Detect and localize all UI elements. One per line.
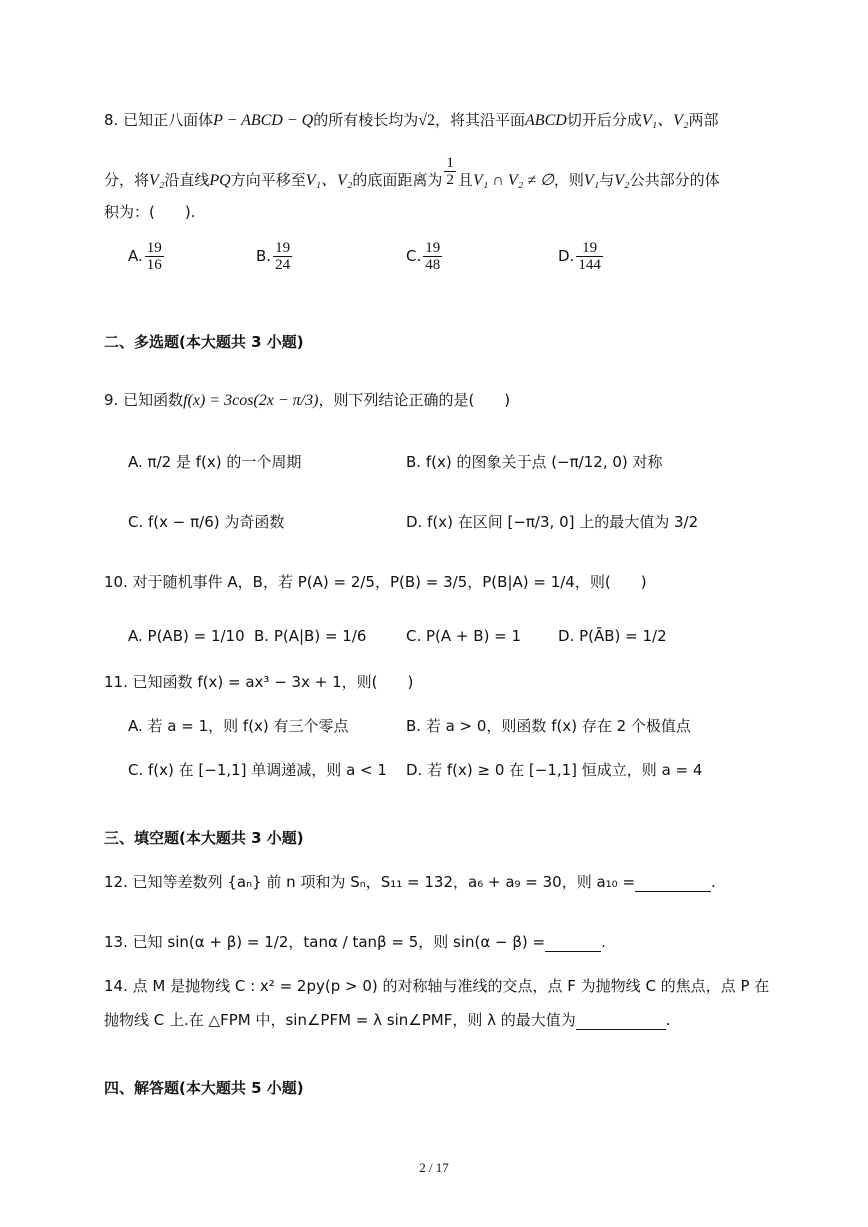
q11-stem: 11. 已知函数 f(x) = ax³ − 3x + 1，则( ) (104, 673, 414, 691)
q11-option-b[interactable]: B. 若 a > 0，则函数 f(x) 存在 2 个极值点 (406, 717, 691, 735)
q8-option-a-fraction: $\frac{19}{16}$ (146, 240, 162, 273)
q8-text: 的底面距离为 (352, 171, 443, 189)
q14-line-2: 抛物线 C 上.在 △FPM 中，sin∠PFM = λ sin∠PMF，则 λ 的最大值为 . (104, 1011, 671, 1029)
q9-option-c[interactable]: C. f(x − π/6) 为奇函数 (128, 513, 285, 531)
q9-function: f(x) = 3cos(2x − π/3) (183, 392, 319, 409)
q11-option-a[interactable]: A. 若 a = 1，则 f(x) 有三个零点 (128, 717, 349, 735)
q8-text: 的所有棱长均为 (313, 111, 419, 129)
section-heading-fill-blank: 三、填空题(本大题共 3 小题) (104, 829, 304, 847)
q8-edge-length: √2 (418, 112, 436, 129)
q8-text: 且 (457, 171, 473, 189)
q8-text: ，则 (553, 171, 584, 189)
q8-text: 两部 (688, 111, 719, 129)
q8-v2: V₂ (614, 172, 630, 189)
q12-text: 12. 已知等差数列 {aₙ} 前 n 项和为 Sₙ，S₁₁ = 132，a₆ + a₉ = 30，则 a₁₀ = (104, 873, 636, 891)
q8-line-1 (104, 110, 719, 131)
q10-option-a[interactable]: A. P(AB) = 1/10 (128, 627, 245, 645)
q8-text: 方向平移至 (230, 171, 306, 189)
section-heading-solutions: 四、解答题(本大题共 5 小题) (104, 1079, 304, 1097)
q8-v2: V₂ (149, 172, 165, 189)
q11-option-d[interactable]: D. 若 f(x) ≥ 0 在 [−1,1] 恒成立，则 a = 4 (406, 761, 703, 779)
q14-line-1: 14. 点 M 是抛物线 C : x² = 2py(p > 0) 的对称轴与准线的交点，点 F 为抛物线 C 的焦点，点 P 在 (104, 977, 770, 995)
q8-v1: V₁ (583, 172, 600, 189)
q11-option-c[interactable]: C. f(x) 在 [−1,1] 单调递减，则 a < 1 (128, 761, 387, 779)
section-heading-multi-choice: 二、多选题(本大题共 3 小题) (104, 333, 304, 351)
q10-option-c[interactable]: C. P(A + B) = 1 (406, 627, 522, 645)
q8-line-2 (104, 155, 720, 191)
q8-text: 切开后分成 (566, 111, 642, 129)
q8-line-pq: PQ (209, 172, 231, 189)
q12-line: 12. 已知等差数列 {aₙ} 前 n 项和为 Sₙ，S₁₁ = 132，a₆ + a₉ = 30，则 a₁₀ = . (104, 873, 716, 891)
q9-option-b[interactable]: B. f(x) 的图象关于点 (−π/12, 0) 对称 (406, 453, 663, 471)
q8-text: 8. 已知正八面体 (104, 111, 214, 129)
q9-option-a[interactable]: A. π/2 是 f(x) 的一个周期 (128, 453, 302, 471)
q8-option-c[interactable]: C. $\frac{19}{48}$ (406, 240, 441, 273)
q8-v1v2: V₁、V₂ (305, 172, 353, 189)
q8-text: ，将其沿平面 (435, 111, 526, 129)
q8-option-b[interactable]: B. $\frac{19}{24}$ (256, 240, 291, 273)
q8-text: 公共部分的体 (629, 171, 720, 189)
q14-answer-blank[interactable] (576, 1011, 666, 1030)
q8-plane: ABCD (525, 112, 567, 129)
q9-stem: 9. 已知函数f(x) = 3cos(2x − π/3)，则下列结论正确的是( ) (104, 391, 511, 409)
q8-condition: V₁ ∩ V₂ ≠ ∅ (472, 172, 554, 189)
q13-answer-blank[interactable] (545, 933, 601, 952)
q10-stem: 10. 对于随机事件 A，B，若 P(A) = 2/5，P(B) = 3/5，P(B|A) = 1/4，则( ) (104, 573, 647, 591)
q8-option-c-fraction: $\frac{19}{48}$ (425, 240, 441, 273)
q8-option-a[interactable]: A. $\frac{19}{16}$ (128, 240, 162, 273)
q8-option-d-fraction: $\frac{19}{144}$ (578, 240, 601, 273)
q8-text: 沿直线 (164, 171, 210, 189)
q8-line-3: 积为：( ). (104, 203, 196, 221)
page-number: 2 / 17 (419, 1160, 449, 1175)
q8-option-d[interactable]: D. $\frac{19}{144}$ (558, 240, 601, 273)
q13-line: 13. 已知 sin(α + β) = 1/2，tanα / tanβ = 5，则 sin(α − β) = . (104, 933, 606, 951)
q10-option-d[interactable]: D. P(ĀB) = 1/2 (558, 627, 667, 645)
q14-text: 抛物线 C 上.在 △FPM 中，sin∠PFM = λ sin∠PMF，则 λ 的最大值为 (104, 1011, 576, 1029)
q13-text: 13. 已知 sin(α + β) = 1/2，tanα / tanβ = 5，则 sin(α − β) = (104, 933, 546, 951)
q8-option-b-fraction: $\frac{19}{24}$ (275, 240, 291, 273)
q8-text: 与 (599, 171, 615, 189)
q12-answer-blank[interactable] (635, 873, 711, 892)
q9-option-d[interactable]: D. f(x) 在区间 [−π/3, 0] 上的最大值为 3/2 (406, 513, 699, 531)
q10-option-b[interactable]: B. P(A|B) = 1/6 (254, 627, 367, 645)
q8-text: 分，将 (104, 171, 150, 189)
q8-half-fraction: $\frac{1}{2}$ (446, 155, 454, 188)
q8-v1v2: V₁、V₂ (641, 112, 689, 129)
q8-polyhedron: P − ABCD − Q (213, 112, 314, 129)
